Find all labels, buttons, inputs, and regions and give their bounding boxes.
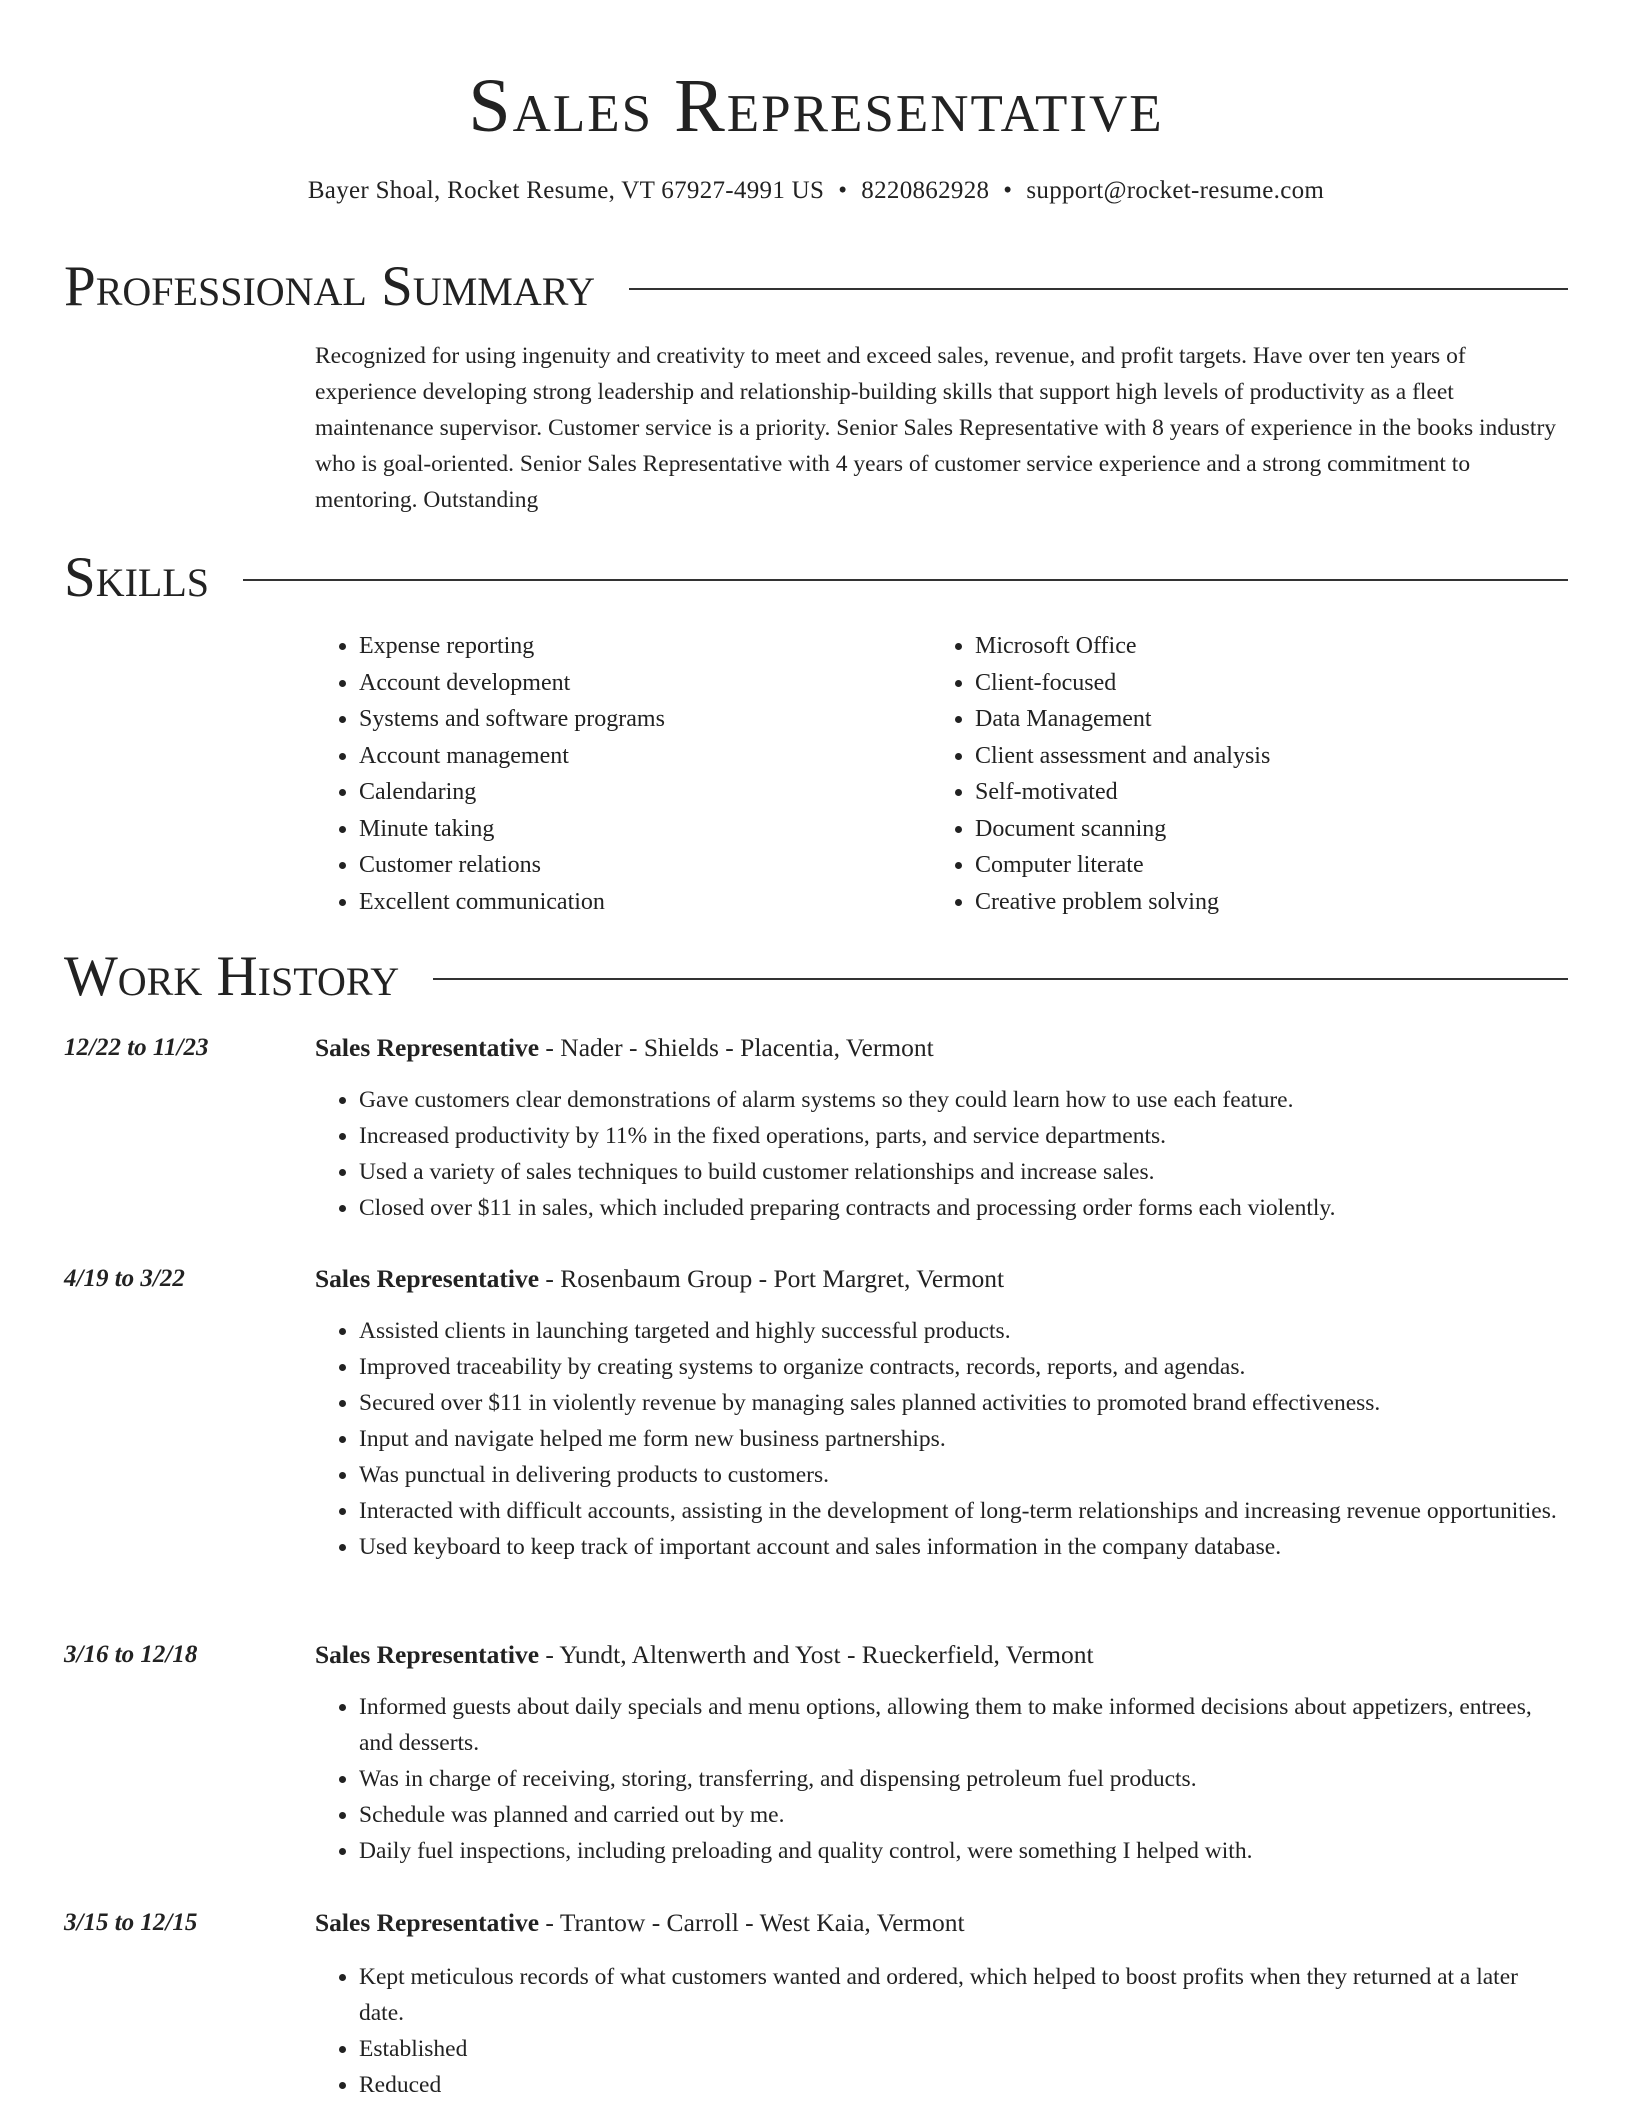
skills-list bbox=[315, 628, 1568, 920]
skill-item: • Microsoft Office bbox=[975, 628, 1547, 665]
contact-line bbox=[64, 174, 1568, 208]
job-bullets bbox=[315, 1959, 1568, 2103]
summary-section-title: Professional Summary bbox=[64, 255, 596, 318]
job-bullet: • Was in charge of receiving, storing, transferring, and dispensing petroleum fuel products. bbox=[359, 1761, 1568, 1797]
job-role: Sales Representative bbox=[315, 1264, 540, 1293]
work-section-title: Work History bbox=[64, 945, 400, 1008]
skill-item: • Client assessment and analysis bbox=[975, 738, 1547, 775]
section-divider bbox=[629, 288, 1568, 290]
skills-section-title: Skills bbox=[64, 546, 210, 609]
job-employer: - Yundt, Altenwerth and Yost - Rueckerfield, Vermont bbox=[539, 1640, 1094, 1669]
section-divider bbox=[243, 579, 1568, 581]
skill-item: • Customer relations bbox=[359, 847, 931, 884]
skills-column-right bbox=[931, 628, 1547, 920]
job-dates: 4/19 to 3/22 bbox=[64, 1265, 185, 1292]
skill-item: • Systems and software programs bbox=[359, 701, 931, 738]
job-bullet: • Increased productivity by 11% in the fixed operations, parts, and service departments. bbox=[359, 1118, 1568, 1154]
summary-text: Recognized for using ingenuity and creativity to meet and exceed sales, revenue, and profit targets. Have over ten years of experience developing strong leadership and relationship-building skills that support high levels of productivity as a fleet maintenance supervisor. Customer service is a priority. Senior Sales Representative with 8 years of experience in the books industry who is goal-oriented. Senior Sales Representative with 4 years of customer service experience and a strong commitment to mentoring. Outstanding bbox=[315, 343, 1557, 513]
skills-section-header bbox=[64, 543, 1568, 613]
skill-item: • Expense reporting bbox=[359, 628, 931, 665]
job-bullets bbox=[315, 1313, 1568, 1565]
job-bullet: • Daily fuel inspections, including preloading and quality control, were something I helped with. bbox=[359, 1833, 1568, 1869]
skill-item: • Account management bbox=[359, 738, 931, 775]
resume-name: Sales Representative bbox=[468, 64, 1164, 148]
contact-address: Bayer Shoal, Rocket Resume, VT 67927-4991 US bbox=[307, 177, 825, 204]
job-bullet: • Schedule was planned and carried out by me. bbox=[359, 1797, 1568, 1833]
job-employer: - Nader - Shields - Placentia, Vermont bbox=[539, 1033, 934, 1062]
job-bullet: • Reduced bbox=[359, 2067, 1568, 2103]
skill-item: • Calendaring bbox=[359, 774, 931, 811]
job-role: Sales Representative bbox=[315, 1640, 540, 1669]
job-heading bbox=[315, 1261, 1004, 1297]
skill-item: • Computer literate bbox=[975, 847, 1547, 884]
job-role: Sales Representative bbox=[315, 1908, 540, 1937]
skill-item: • Account development bbox=[359, 665, 931, 702]
job-heading bbox=[315, 1905, 965, 1941]
skill-item: • Document scanning bbox=[975, 811, 1547, 848]
job-bullet: • Closed over $11 in sales, which included preparing contracts and processing order forms each violently. bbox=[359, 1190, 1568, 1226]
job-bullets bbox=[315, 1082, 1568, 1226]
job-bullet: • Was punctual in delivering products to customers. bbox=[359, 1457, 1568, 1493]
job-employer: - Trantow - Carroll - West Kaia, Vermont bbox=[539, 1908, 965, 1937]
job-dates: 12/22 to 11/23 bbox=[64, 1034, 209, 1061]
job-bullets bbox=[315, 1689, 1568, 1869]
contact-email: support@rocket-resume.com bbox=[1026, 177, 1325, 204]
job-heading bbox=[315, 1637, 1094, 1673]
skill-item: • Data Management bbox=[975, 701, 1547, 738]
skill-item: • Excellent communication bbox=[359, 884, 931, 921]
job-bullet: • Improved traceability by creating systems to organize contracts, records, reports, and agendas. bbox=[359, 1349, 1568, 1385]
contact-separator: • bbox=[1003, 177, 1013, 204]
job-bullet: • Secured over $11 in violently revenue by managing sales planned activities to promoted brand effectiveness. bbox=[359, 1385, 1568, 1421]
skills-column-left bbox=[315, 628, 931, 920]
job-bullet: • Used a variety of sales techniques to build customer relationships and increase sales. bbox=[359, 1154, 1568, 1190]
contact-separator: • bbox=[838, 177, 848, 204]
job-bullet: • Used keyboard to keep track of important account and sales information in the company database. bbox=[359, 1529, 1568, 1565]
work-section-header bbox=[64, 942, 1568, 1012]
summary-section-header bbox=[64, 252, 1568, 322]
section-divider bbox=[433, 978, 1568, 980]
skill-item: • Creative problem solving bbox=[975, 884, 1547, 921]
job-role: Sales Representative bbox=[315, 1033, 540, 1062]
job-dates: 3/15 to 12/15 bbox=[64, 1909, 198, 1936]
job-dates: 3/16 to 12/18 bbox=[64, 1641, 198, 1668]
contact-phone: 8220862928 bbox=[861, 177, 990, 204]
job-bullet: • Assisted clients in launching targeted and highly successful products. bbox=[359, 1313, 1568, 1349]
skill-item: • Minute taking bbox=[359, 811, 931, 848]
skill-item: • Self-motivated bbox=[975, 774, 1547, 811]
job-heading bbox=[315, 1030, 934, 1066]
job-bullet: • Input and navigate helped me form new business partnerships. bbox=[359, 1421, 1568, 1457]
job-bullet: • Informed guests about daily specials and menu options, allowing them to make informed decisions about appetizers, entrees, and desserts. bbox=[359, 1689, 1568, 1761]
job-bullet: • Established bbox=[359, 2031, 1568, 2067]
job-bullet: • Gave customers clear demonstrations of alarm systems so they could learn how to use each feature. bbox=[359, 1082, 1568, 1118]
skill-item: • Client-focused bbox=[975, 665, 1547, 702]
job-bullet: • Kept meticulous records of what customers wanted and ordered, which helped to boost profits when they returned at a later date. bbox=[359, 1959, 1568, 2031]
job-bullet: • Interacted with difficult accounts, assisting in the development of long-term relationships and increasing revenue opportunities. bbox=[359, 1493, 1568, 1529]
job-employer: - Rosenbaum Group - Port Margret, Vermont bbox=[539, 1264, 1005, 1293]
